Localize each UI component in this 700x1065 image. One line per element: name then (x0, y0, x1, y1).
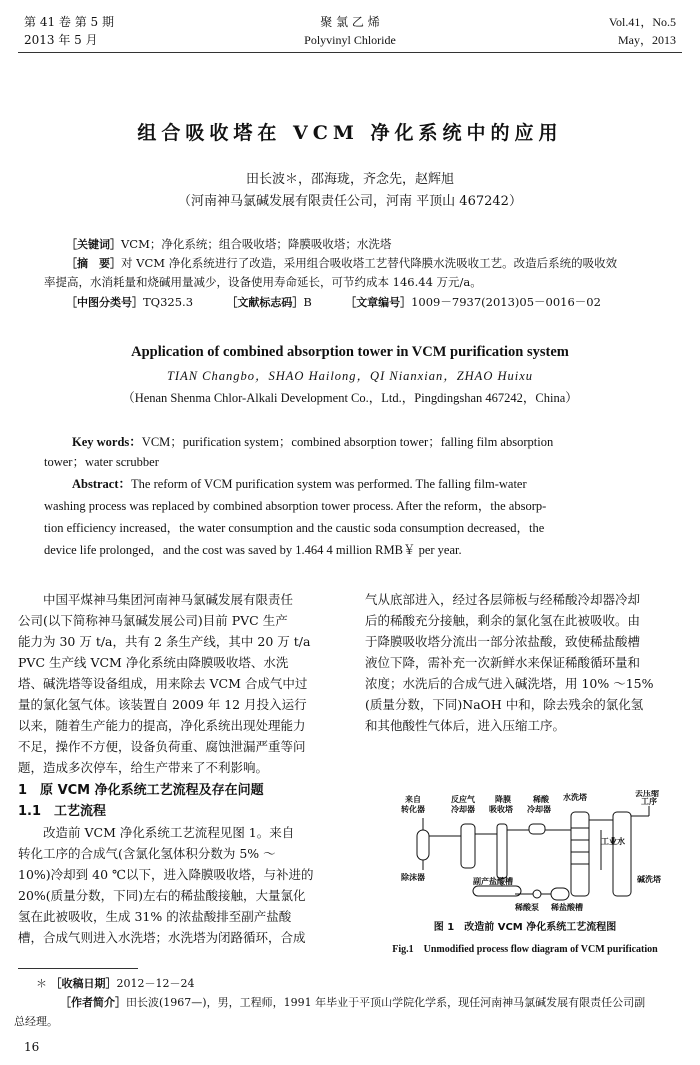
abstract-cn-line1 (66, 254, 617, 273)
fig-label-process-water: 工业水 (601, 837, 625, 846)
author-label: ［作者简介］ (60, 996, 126, 1009)
fig-label-reactor-cooler-2: 冷却器 (451, 805, 475, 814)
english-abstract-text1: The reform of VCM purification system was performed. The falling film-water (131, 477, 527, 491)
fig-label-to-compress-2: 工序 (641, 797, 657, 806)
english-affiliation: （Henan Shenma Chlor-Alkali Development Co.，Ltd.，Pingdingshan 467242，China） (122, 391, 578, 405)
dilute-acid-pump (533, 890, 541, 898)
fig-label-byproduct-tank: 副产盐酸槽 (473, 877, 513, 886)
left-p2-l6: 槽，合成气则进入水洗塔；水洗塔为闭路循环，合成 (18, 930, 306, 945)
fig-label-from-converter-1: 来自 (405, 795, 421, 804)
alkali-wash-tower (613, 812, 631, 896)
figure-1-caption-cn: 图 1 改造前 VCM 净化系统工艺流程图 (433, 922, 617, 933)
left-p1-l5: 塔、碱洗塔等设备组成，用来除去 VCM 合成气中过 (18, 676, 308, 691)
clc-value: TQ325.3 (143, 295, 194, 309)
fig-label-dilute-tank: 稀盐酸槽 (551, 903, 583, 912)
byproduct-acid-tank (473, 886, 521, 896)
english-abstract-line1 (44, 474, 656, 494)
left-column (18, 589, 336, 948)
article-no-value: 1009－7937(2013)05－0016－02 (411, 295, 601, 309)
keywords-cn-label: ［关键词］ (66, 238, 121, 251)
abstract-cn-line2: 率提高，水消耗量和烧碱用量减少，设备使用寿命延长，可节约成本 146.44 万元/a。 (44, 275, 482, 289)
fig-label-to-compress-1: 去压缩 (635, 790, 659, 798)
keywords-cn (66, 235, 391, 254)
article-authors: 田长波＊，邵海珑，齐念先，赵辉旭 (245, 172, 454, 187)
english-keywords-line1 (44, 432, 656, 452)
fig-label-water-tower: 水洗塔 (563, 793, 587, 802)
left-p1-l8: 不足，操作不方便，设备负荷重、腐蚀泄漏严重等问 (18, 739, 306, 754)
english-authors: TIAN Changbo，SHAO Hailong，QI Nianxian，ZHAO Huixu (166, 369, 534, 383)
english-title: Application of combined absorption tower in VCM purification system (131, 344, 569, 360)
abstract-cn-label: ［摘 要］ (66, 257, 121, 270)
left-p2-l3: 10%)冷却到 40 ℃以下，进入降膜吸收塔，与补进的 (18, 867, 314, 882)
footnote-author-line1 (60, 994, 686, 1012)
header-date-en: May，2013 (618, 33, 676, 47)
left-p2-l4: 20%(质量分数，下同)左右的稀盐酸接触，大量氯化 (18, 888, 306, 903)
author-text1: 田长波(1967—)，男，工程师，1991 年毕业于平顶山学院化学系，现任河南神马氯碱发展有限责任公司副 (126, 996, 646, 1009)
header-volume: 第 41 卷 第 5 期 (24, 15, 114, 29)
fig-label-reactor-cooler-1: 反应气 (451, 795, 475, 804)
english-keywords-text1: VCM；purification system；combined absorption tower；falling film absorption (141, 435, 554, 449)
reactor-cooler (461, 824, 475, 868)
fig-label-mist-eliminator: 除沫器 (401, 873, 425, 882)
left-p1-l4: PVC 生产线 VCM 净化系统由降膜吸收塔、水洗 (18, 655, 289, 670)
left-p1-l6: 量的氯化氢气体。该装置自 2009 年 12 月投入运行 (18, 697, 307, 712)
fig-label-falling-film-1: 降膜 (495, 795, 511, 804)
falling-film-tower (497, 824, 507, 878)
english-keywords-label: Key words： (72, 435, 142, 449)
received-value: 2012－12－24 (116, 977, 195, 990)
fig-label-dilute-cooler-2: 冷却器 (527, 805, 551, 814)
fig-label-from-converter-2: 转化器 (401, 805, 425, 814)
english-abstract-line3: tion efficiency increased，the water consumption and the caustic soda consumption decreased，the (44, 521, 545, 535)
figure-1-caption-en: Fig.1 Unmodified process flow diagram of VCM purification (392, 944, 658, 955)
dilute-acid-tank (551, 888, 569, 900)
received-label: ［收稿日期］ (50, 977, 117, 990)
page-number: 16 (24, 1040, 40, 1054)
left-p2-l2: 转化工序的合成气(含氯化氢体积分数为 5% ～ (18, 846, 276, 861)
left-p1-l7: 以来，随着生产能力的提高，净化系统出现处理能力 (18, 718, 306, 733)
english-keywords-line2: tower；water scrubber (44, 455, 159, 469)
article-no-label: ［文章编号］ (345, 296, 412, 309)
english-abstract-label: Abstract： (72, 477, 132, 491)
english-abstract-line2: washing process was replaced by combined absorption tower process. After the reform，the absorp- (44, 499, 547, 513)
fig-label-dilute-cooler-1: 稀酸 (533, 795, 549, 804)
left-p2-l1: 改造前 VCM 净化系统工艺流程见图 1。来自 (43, 825, 295, 840)
header-date-cn: 2013 年 5 月 (24, 33, 98, 47)
fig-label-falling-film-2: 吸收塔 (489, 805, 513, 814)
doc-code-label: ［文献标志码］ (226, 296, 304, 309)
dilute-cooler (529, 824, 545, 834)
right-p1-l7: 和其他酸性气体后，进入压缩工序。 (365, 718, 566, 733)
right-p1-l5: 浓度；水洗后的合成气进入碱洗塔，用 10% ～15% (365, 676, 654, 691)
converter-vessel (417, 830, 429, 860)
clc-label: ［中图分类号］ (66, 296, 143, 309)
footnote-received (36, 975, 195, 993)
header-journal-en: Polyvinyl Chloride (304, 33, 396, 47)
article-affiliation: （河南神马氯碱发展有限责任公司，河南 平顶山 467242） (178, 194, 522, 209)
right-p1-l2: 后的稀酸充分接触，剩余的氯化氢在此被吸收。由 (365, 613, 641, 628)
section-1-1-heading: 1.1 工艺流程 (18, 804, 107, 819)
right-p1-l3: 于降膜吸收塔分流出一部分浓盐酸，致使稀盐酸槽 (365, 634, 641, 649)
figure-1-diagram (365, 790, 685, 912)
article-title: 组合吸收塔在 VCM 净化系统中的应用 (137, 122, 563, 144)
header-vol-en: Vol.41，No.5 (608, 15, 676, 29)
left-p1-l2: 公司(以下简称神马氯碱发展公司)目前 PVC 生产 (18, 613, 288, 628)
header-rule (18, 52, 682, 53)
right-p1-l1: 气从底部进入，经过各层筛板与经稀酸冷却器冷却 (365, 592, 641, 607)
fig-label-dilute-pump: 稀酸泵 (515, 903, 539, 912)
keywords-cn-text: VCM；净化系统；组合吸收塔；降膜吸收塔；水洗塔 (121, 237, 392, 251)
left-p1-l9: 题，造成多次停车，给生产带来了不利影响。 (18, 760, 269, 775)
fig-label-alkali-tower: 碱洗塔 (637, 875, 661, 884)
classification-line (66, 293, 601, 312)
footnote-rule (18, 968, 138, 969)
footnote-author-line2: 总经理。 (14, 1015, 58, 1028)
abstract-cn-text1: 对 VCM 净化系统进行了改造，采用组合吸收塔工艺替代降膜水洗吸收工艺。改造后系统的吸收效 (121, 256, 618, 270)
left-p2-l5: 氢在此被吸收，生成 31% 的浓盐酸排至副产盐酸 (18, 909, 292, 924)
header-journal-cn: 聚 氯 乙 烯 (320, 15, 380, 29)
left-p1-l1: 中国平煤神马集团河南神马氯碱发展有限责任 (43, 592, 294, 607)
right-p1-l4: 液位下降，需补充一次新鲜水来保证稀酸循环量和 (365, 655, 641, 670)
right-column (365, 589, 683, 736)
doc-code-value: B (303, 295, 312, 309)
english-abstract-line4: device life prolonged，and the cost was saved by 1.464 4 million RMB￥ per year. (44, 543, 462, 557)
water-wash-tower (571, 812, 589, 896)
section-1-heading: 1 原 VCM 净化系统工艺流程及存在问题 (18, 783, 264, 798)
left-p1-l3: 能力为 30 万 t/a，共有 2 条生产线，其中 20 万 t/a (18, 634, 311, 649)
footnote-star: ＊ (36, 977, 47, 990)
right-p1-l6: (质量分数，下同)NaOH 中和，除去残余的氯化氢 (365, 697, 644, 712)
